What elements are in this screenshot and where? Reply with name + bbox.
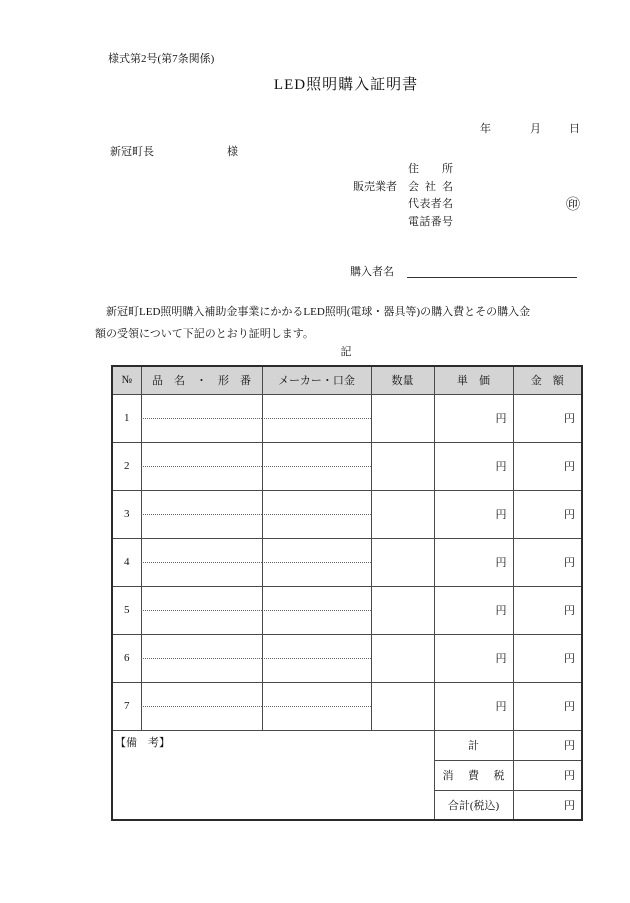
unit-price-cell: 円 [434, 490, 513, 538]
seal-mark-icon: ㊞ [566, 198, 580, 213]
dotted-fill-line [143, 658, 262, 659]
seller-phone-label [408, 213, 453, 229]
table-row [112, 442, 582, 490]
amount-cell: 円 [513, 538, 582, 586]
table-row [112, 538, 582, 586]
dotted-fill-line [264, 658, 371, 659]
addressee-name: 新冠町長 [110, 146, 154, 158]
dotted-fill-line [264, 466, 371, 467]
seller-address-label [408, 160, 453, 176]
grand-total-label: 合計(税込) [434, 790, 513, 820]
form-number: 様式第2号(第7条関係) [108, 53, 215, 65]
item-name-cell [141, 394, 262, 442]
amount-cell: 円 [513, 682, 582, 730]
item-name-cell [141, 442, 262, 490]
tax-amount-cell: 円 [513, 760, 582, 790]
item-name-cell [141, 682, 262, 730]
tax-label: 消費税 [434, 760, 513, 790]
maker-cell [262, 394, 371, 442]
table-row [112, 586, 582, 634]
dotted-fill-line [264, 418, 371, 419]
body-line-1: 新冠町LED照明購入補助金事業にかかるLED照明(電球・器具等)の購入費とその購入金 [106, 306, 531, 318]
row-number: 7 [112, 682, 141, 730]
quantity-cell [371, 634, 434, 682]
addressee-honorific: 様 [227, 146, 238, 158]
page-title: LED照明購入証明書 [273, 77, 419, 93]
header-amount: 金 額 [513, 366, 582, 394]
dotted-fill-line [264, 562, 371, 563]
table-row [112, 394, 582, 442]
quantity-cell [371, 586, 434, 634]
table-header-row [112, 366, 582, 394]
seller-address-label-text: 住所 [408, 163, 453, 175]
dotted-fill-line [143, 466, 262, 467]
seller-representative-label-text: 代表者名 [408, 198, 453, 210]
maker-cell [262, 634, 371, 682]
header-item-name: 品 名 ・ 形 番 [141, 366, 262, 394]
quantity-cell [371, 394, 434, 442]
record-marker: 記 [340, 346, 352, 358]
item-name-cell [141, 490, 262, 538]
item-name-cell [141, 538, 262, 586]
body-paragraph [95, 302, 595, 345]
date-day-label: 日 [569, 123, 580, 135]
dotted-fill-line [143, 562, 262, 563]
total-label: 計 [434, 730, 513, 760]
amount-cell: 円 [513, 490, 582, 538]
maker-cell [262, 586, 371, 634]
table-row [112, 634, 582, 682]
total-amount-cell: 円 [513, 730, 582, 760]
row-number: 4 [112, 538, 141, 586]
table-row [112, 490, 582, 538]
amount-cell: 円 [513, 634, 582, 682]
header-maker: メーカー・口金 [262, 366, 371, 394]
dotted-fill-line [264, 610, 371, 611]
dotted-fill-line [143, 514, 262, 515]
header-quantity: 数量 [371, 366, 434, 394]
maker-cell [262, 682, 371, 730]
dotted-fill-line [143, 706, 262, 707]
row-number: 5 [112, 586, 141, 634]
date-year-label: 年 [480, 123, 491, 135]
item-name-cell [141, 586, 262, 634]
dotted-fill-line [143, 610, 262, 611]
row-number: 3 [112, 490, 141, 538]
purchaser-name-label: 購入者名 [350, 266, 394, 278]
maker-cell [262, 490, 371, 538]
seller-group-label: 販売業者 [353, 181, 397, 193]
quantity-cell [371, 442, 434, 490]
purchaser-name-fill-line [407, 277, 577, 278]
seller-phone-label-text: 電話番号 [408, 216, 453, 228]
amount-cell: 円 [513, 586, 582, 634]
grand-total-amount-cell: 円 [513, 790, 582, 820]
item-name-cell [141, 634, 262, 682]
unit-price-cell: 円 [434, 682, 513, 730]
row-number: 1 [112, 394, 141, 442]
quantity-cell [371, 682, 434, 730]
unit-price-cell: 円 [434, 538, 513, 586]
table-body [112, 394, 582, 820]
body-line-2: 額の受領について下記のとおり証明します。 [95, 327, 314, 340]
summary-row-total [112, 730, 582, 760]
remarks-cell: 【備 考】 [112, 730, 434, 820]
unit-price-cell: 円 [434, 442, 513, 490]
unit-price-cell: 円 [434, 634, 513, 682]
maker-cell [262, 442, 371, 490]
dotted-fill-line [264, 706, 371, 707]
table-header [112, 366, 582, 394]
seller-representative-label [408, 195, 453, 211]
seller-company-label [408, 178, 453, 194]
quantity-cell [371, 490, 434, 538]
row-number: 2 [112, 442, 141, 490]
table-row [112, 682, 582, 730]
quantity-cell [371, 538, 434, 586]
dotted-fill-line [264, 514, 371, 515]
amount-cell: 円 [513, 442, 582, 490]
row-number: 6 [112, 634, 141, 682]
maker-cell [262, 538, 371, 586]
unit-price-cell: 円 [434, 586, 513, 634]
purchase-items-table [111, 365, 583, 821]
amount-cell: 円 [513, 394, 582, 442]
header-unit-price: 単 価 [434, 366, 513, 394]
date-month-label: 月 [530, 123, 541, 135]
header-no: № [112, 366, 141, 394]
seller-company-label-text: 会社名 [408, 181, 453, 193]
unit-price-cell: 円 [434, 394, 513, 442]
dotted-fill-line [143, 418, 262, 419]
